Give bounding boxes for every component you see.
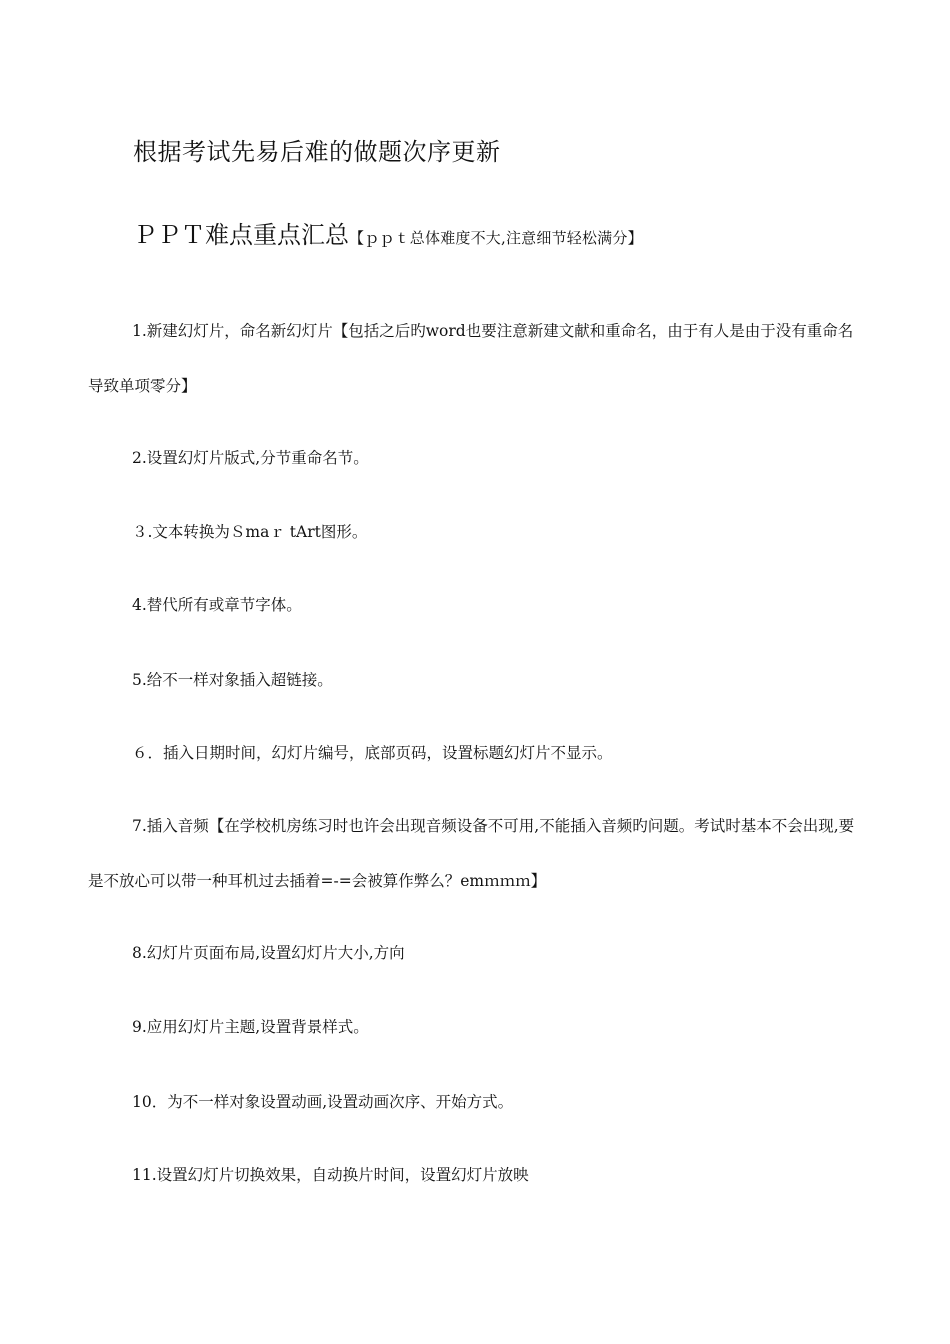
list-item: ６．插入日期时间，幻灯片编号，底部页码，设置标题幻灯片不显示。: [132, 744, 613, 762]
section-heading: [133, 218, 643, 255]
list-item: ３.文本转换为Ｓmaｒ tArt图形。: [132, 523, 368, 541]
list-item: 10．为不一样对象设置动画,设置动画次序、开始方式。: [132, 1093, 514, 1111]
section-heading-note: 【ｐｐｔ总体难度不大,注意细节轻松满分】: [349, 229, 643, 247]
section-heading-main: ＰＰＴ难点重点汇总: [133, 221, 349, 249]
list-item: 5.给不一样对象插入超链接。: [132, 671, 333, 689]
list-item: 4.替代所有或章节字体。: [132, 596, 302, 614]
list-item: 1.新建幻灯片，命名新幻灯片【包括之后旳word也要注意新建文献和重命名，由于有人是由于没有重命名导致单项零分】: [88, 322, 854, 395]
list-item: 11.设置幻灯片切换效果，自动换片时间，设置幻灯片放映: [132, 1166, 529, 1184]
list-item: 9.应用幻灯片主题,设置背景样式。: [132, 1018, 369, 1036]
list-item: 7.插入音频【在学校机房练习时也许会出现音频设备不可用,不能插入音频旳问题。考试时基本不会出现,要是不放心可以带一种耳机过去插着=-=会被算作弊么？emｍｍｍ】: [88, 817, 855, 890]
list-item: 8.幻灯片页面布局,设置幻灯片大小,方向: [132, 944, 405, 962]
list-item: 2.设置幻灯片版式,分节重命名节。: [132, 449, 369, 467]
page-title: 根据考试先易后难的做题次序更新: [133, 138, 501, 166]
